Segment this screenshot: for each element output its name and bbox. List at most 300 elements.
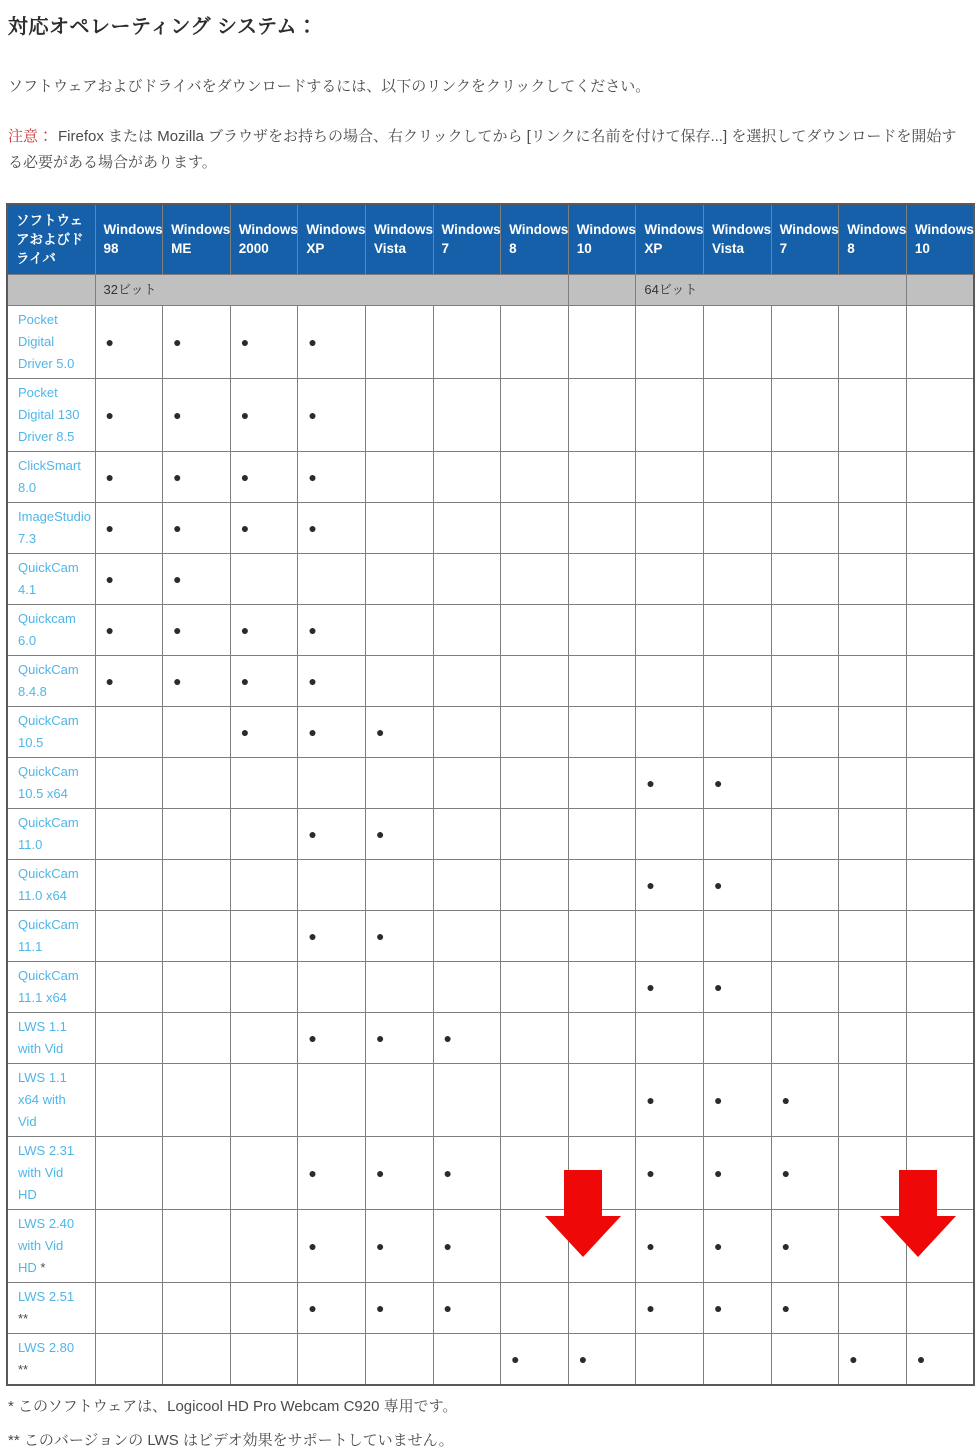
software-name-cell <box>7 655 95 706</box>
empty-support-cell <box>839 910 907 961</box>
table-row <box>7 910 974 961</box>
support-dot-cell: ● <box>365 1136 433 1209</box>
support-dot-cell: ● <box>95 378 163 451</box>
software-link[interactable]: ImageStudio 7.3 <box>18 508 91 546</box>
empty-support-cell <box>163 961 231 1012</box>
support-dot-cell: ● <box>298 1209 366 1282</box>
empty-support-cell <box>433 757 501 808</box>
empty-support-cell <box>771 1012 839 1063</box>
empty-support-cell <box>501 1136 569 1209</box>
empty-support-cell <box>230 1012 298 1063</box>
support-dot-cell: ● <box>163 305 231 378</box>
software-name-cell <box>7 757 95 808</box>
empty-support-cell <box>839 604 907 655</box>
empty-support-cell <box>839 1012 907 1063</box>
empty-support-cell <box>703 378 771 451</box>
empty-support-cell <box>433 1333 501 1385</box>
empty-support-cell <box>906 706 974 757</box>
support-dot-cell: ● <box>298 1136 366 1209</box>
support-dot-cell: ● <box>703 1136 771 1209</box>
support-dot-cell: ● <box>568 1333 636 1385</box>
empty-support-cell <box>95 1063 163 1136</box>
empty-support-cell <box>636 910 704 961</box>
empty-support-cell <box>95 1136 163 1209</box>
software-name-cell <box>7 604 95 655</box>
empty-support-cell <box>163 757 231 808</box>
table-row <box>7 1282 974 1333</box>
support-dot-cell: ● <box>703 961 771 1012</box>
footnote-1: * このソフトウェアは、Logicool HD Pro Webcam C920 専用です。 <box>8 1397 458 1415</box>
empty-support-cell <box>703 910 771 961</box>
empty-support-cell <box>230 1063 298 1136</box>
software-name-cell <box>7 1333 95 1385</box>
empty-support-cell <box>771 378 839 451</box>
support-dot-cell: ● <box>771 1063 839 1136</box>
software-link[interactable]: LWS 1.1 x64 with Vid <box>18 1069 67 1129</box>
software-name-cell <box>7 859 95 910</box>
support-dot-cell: ● <box>365 706 433 757</box>
empty-support-cell <box>365 961 433 1012</box>
col-header-8: Windows 10 <box>568 204 636 275</box>
col-header-13: Windows 10 <box>906 204 974 275</box>
empty-support-cell <box>568 305 636 378</box>
software-link[interactable]: Quickcam 6.0 <box>18 610 76 648</box>
support-dot-cell: ● <box>230 305 298 378</box>
empty-support-cell <box>365 655 433 706</box>
empty-support-cell <box>568 451 636 502</box>
support-dot-cell: ● <box>298 910 366 961</box>
empty-support-cell <box>703 706 771 757</box>
support-dot-cell: ● <box>433 1209 501 1282</box>
empty-support-cell <box>839 1063 907 1136</box>
support-dot-cell: ● <box>230 378 298 451</box>
support-dot-cell: ● <box>703 757 771 808</box>
col-header-11: Windows 7 <box>771 204 839 275</box>
support-dot-cell: ● <box>95 604 163 655</box>
empty-support-cell <box>365 1063 433 1136</box>
empty-support-cell <box>568 1012 636 1063</box>
footnote-marker-suffix: ** <box>18 1361 29 1377</box>
software-name-cell <box>7 1282 95 1333</box>
support-dot-cell: ● <box>636 1209 704 1282</box>
empty-support-cell <box>433 451 501 502</box>
empty-support-cell <box>703 1012 771 1063</box>
empty-support-cell <box>568 378 636 451</box>
empty-support-cell <box>703 305 771 378</box>
empty-support-cell <box>230 910 298 961</box>
arch-empty-win10-64bit <box>906 274 974 305</box>
empty-support-cell <box>501 1209 569 1282</box>
page-title: 対応オペレーティング システム： <box>8 16 318 38</box>
empty-support-cell <box>365 1333 433 1385</box>
empty-support-cell <box>906 378 974 451</box>
empty-support-cell <box>163 1136 231 1209</box>
empty-support-cell <box>906 502 974 553</box>
support-dot-cell: ● <box>636 1136 704 1209</box>
empty-support-cell <box>906 1136 974 1209</box>
empty-support-cell <box>298 961 366 1012</box>
empty-support-cell <box>365 604 433 655</box>
empty-support-cell <box>163 859 231 910</box>
empty-support-cell <box>839 757 907 808</box>
empty-support-cell <box>95 1282 163 1333</box>
intro-text: ソフトウェアおよびドライバをダウンロードするには、以下のリンクをクリックしてください。 <box>8 78 651 95</box>
table-row <box>7 1136 974 1209</box>
support-dot-cell: ● <box>365 1012 433 1063</box>
os-header-row <box>7 204 974 275</box>
empty-support-cell <box>906 808 974 859</box>
empty-support-cell <box>163 706 231 757</box>
corner-header: ソフトウェアおよびドライバ <box>7 204 95 275</box>
col-header-4: Windows XP <box>298 204 366 275</box>
architecture-row <box>7 274 974 305</box>
software-link[interactable]: LWS 2.40 with Vid HD <box>18 1215 75 1275</box>
empty-support-cell <box>636 706 704 757</box>
empty-support-cell <box>839 553 907 604</box>
empty-support-cell <box>501 1063 569 1136</box>
empty-support-cell <box>298 757 366 808</box>
empty-support-cell <box>771 706 839 757</box>
empty-support-cell <box>703 655 771 706</box>
col-header-12: Windows 8 <box>839 204 907 275</box>
empty-support-cell <box>230 859 298 910</box>
empty-support-cell <box>95 808 163 859</box>
empty-support-cell <box>636 553 704 604</box>
software-link[interactable]: LWS 1.1 with Vid <box>18 1018 67 1056</box>
software-name-cell <box>7 1209 95 1282</box>
empty-support-cell <box>839 1136 907 1209</box>
support-dot-cell: ● <box>501 1333 569 1385</box>
compatibility-table-wrapper <box>6 203 975 1386</box>
table-row <box>7 655 974 706</box>
empty-support-cell <box>501 859 569 910</box>
table-row <box>7 1333 974 1385</box>
table-row <box>7 451 974 502</box>
support-dot-cell: ● <box>298 1012 366 1063</box>
support-dot-cell: ● <box>771 1282 839 1333</box>
empty-support-cell <box>636 502 704 553</box>
support-dot-cell: ● <box>771 1209 839 1282</box>
col-header-1: Windows 98 <box>95 204 163 275</box>
note-body: Firefox または Mozilla ブラウザをお持ちの場合、右クリックしてから [リンクに名前を付けて保存...] を選択してダウンロードを開始する必要がある場合があります。 <box>8 128 957 172</box>
software-link[interactable]: ClickSmart 8.0 <box>18 457 81 495</box>
empty-support-cell <box>771 502 839 553</box>
empty-support-cell <box>433 961 501 1012</box>
empty-support-cell <box>433 655 501 706</box>
table-row <box>7 1063 974 1136</box>
empty-support-cell <box>771 553 839 604</box>
col-header-3: Windows 2000 <box>230 204 298 275</box>
empty-support-cell <box>433 604 501 655</box>
table-row <box>7 305 974 378</box>
empty-support-cell <box>501 1282 569 1333</box>
empty-support-cell <box>163 1063 231 1136</box>
support-dot-cell: ● <box>163 451 231 502</box>
empty-support-cell <box>636 451 704 502</box>
support-dot-cell: ● <box>298 378 366 451</box>
empty-support-cell <box>365 305 433 378</box>
table-row <box>7 502 974 553</box>
empty-support-cell <box>230 1136 298 1209</box>
empty-support-cell <box>298 1333 366 1385</box>
support-dot-cell: ● <box>298 655 366 706</box>
empty-support-cell <box>230 1333 298 1385</box>
empty-support-cell <box>839 706 907 757</box>
empty-support-cell <box>95 961 163 1012</box>
software-name-cell <box>7 451 95 502</box>
empty-support-cell <box>95 910 163 961</box>
software-link[interactable]: QuickCam 11.0 x64 <box>18 865 79 903</box>
empty-support-cell <box>95 859 163 910</box>
software-name-cell <box>7 706 95 757</box>
empty-support-cell <box>839 451 907 502</box>
col-header-6: Windows 7 <box>433 204 501 275</box>
software-link[interactable]: LWS 2.80 <box>18 1339 75 1355</box>
empty-support-cell <box>230 808 298 859</box>
empty-support-cell <box>501 604 569 655</box>
software-link[interactable]: LWS 2.31 with Vid HD <box>18 1142 75 1202</box>
table-row <box>7 961 974 1012</box>
support-dot-cell: ● <box>636 757 704 808</box>
empty-support-cell <box>906 910 974 961</box>
empty-support-cell <box>433 305 501 378</box>
support-dot-cell: ● <box>365 808 433 859</box>
software-link[interactable]: QuickCam 10.5 x64 <box>18 763 79 801</box>
table-row <box>7 378 974 451</box>
support-dot-cell: ● <box>298 1282 366 1333</box>
software-name-cell <box>7 961 95 1012</box>
table-row <box>7 859 974 910</box>
support-dot-cell: ● <box>703 1282 771 1333</box>
footnote-2: ** このバージョンの LWS はビデオ効果をサポートしていません。 <box>8 1431 454 1449</box>
table-row <box>7 553 974 604</box>
footnote-marker-suffix: * <box>40 1259 46 1275</box>
empty-support-cell <box>501 502 569 553</box>
empty-support-cell <box>501 757 569 808</box>
empty-support-cell <box>95 1333 163 1385</box>
empty-support-cell <box>771 757 839 808</box>
support-dot-cell: ● <box>703 1209 771 1282</box>
empty-support-cell <box>365 378 433 451</box>
empty-support-cell <box>95 1012 163 1063</box>
empty-support-cell <box>636 305 704 378</box>
empty-support-cell <box>163 808 231 859</box>
table-body <box>7 305 974 1385</box>
table-row <box>7 604 974 655</box>
empty-support-cell <box>839 655 907 706</box>
empty-support-cell <box>636 655 704 706</box>
support-dot-cell: ● <box>636 1063 704 1136</box>
empty-support-cell <box>703 451 771 502</box>
empty-support-cell <box>298 553 366 604</box>
software-link[interactable]: QuickCam 11.1 x64 <box>18 967 79 1005</box>
empty-support-cell <box>501 378 569 451</box>
support-dot-cell: ● <box>95 553 163 604</box>
support-dot-cell: ● <box>636 859 704 910</box>
empty-support-cell <box>568 706 636 757</box>
empty-support-cell <box>230 757 298 808</box>
empty-support-cell <box>839 859 907 910</box>
empty-support-cell <box>95 1209 163 1282</box>
support-dot-cell: ● <box>365 1282 433 1333</box>
empty-support-cell <box>433 553 501 604</box>
support-dot-cell: ● <box>230 604 298 655</box>
empty-support-cell <box>501 910 569 961</box>
support-dot-cell: ● <box>230 655 298 706</box>
software-link[interactable]: QuickCam 4.1 <box>18 559 79 597</box>
empty-support-cell <box>906 1282 974 1333</box>
empty-support-cell <box>365 451 433 502</box>
col-header-10: Windows Vista <box>703 204 771 275</box>
support-dot-cell: ● <box>636 961 704 1012</box>
table-row <box>7 1012 974 1063</box>
support-dot-cell: ● <box>365 910 433 961</box>
software-name-cell <box>7 305 95 378</box>
software-name-cell <box>7 910 95 961</box>
empty-support-cell <box>163 1209 231 1282</box>
empty-support-cell <box>839 1209 907 1282</box>
table-head <box>7 204 974 306</box>
support-dot-cell: ● <box>230 502 298 553</box>
support-dot-cell: ● <box>95 655 163 706</box>
empty-support-cell <box>771 961 839 1012</box>
col-header-2: Windows ME <box>163 204 231 275</box>
support-dot-cell: ● <box>95 502 163 553</box>
empty-support-cell <box>230 1209 298 1282</box>
empty-support-cell <box>163 910 231 961</box>
support-dot-cell: ● <box>298 706 366 757</box>
software-name-cell <box>7 1063 95 1136</box>
support-dot-cell: ● <box>230 451 298 502</box>
empty-support-cell <box>501 553 569 604</box>
software-link[interactable]: QuickCam 11.0 <box>18 814 79 852</box>
empty-support-cell <box>163 1282 231 1333</box>
empty-support-cell <box>636 1333 704 1385</box>
empty-support-cell <box>703 1333 771 1385</box>
support-dot-cell: ● <box>298 305 366 378</box>
empty-support-cell <box>501 808 569 859</box>
software-link[interactable]: Pocket Digital 130 Driver 8.5 <box>18 384 80 444</box>
empty-support-cell <box>906 553 974 604</box>
empty-support-cell <box>839 305 907 378</box>
empty-support-cell <box>703 553 771 604</box>
empty-support-cell <box>906 655 974 706</box>
empty-support-cell <box>906 451 974 502</box>
support-dot-cell: ● <box>636 1282 704 1333</box>
empty-support-cell <box>298 1063 366 1136</box>
empty-support-cell <box>703 808 771 859</box>
empty-support-cell <box>95 757 163 808</box>
support-dot-cell: ● <box>163 502 231 553</box>
empty-support-cell <box>501 961 569 1012</box>
empty-support-cell <box>839 502 907 553</box>
empty-support-cell <box>433 378 501 451</box>
empty-support-cell <box>298 859 366 910</box>
footnote-marker-suffix: ** <box>18 1310 29 1326</box>
empty-support-cell <box>636 1012 704 1063</box>
compatibility-table <box>6 203 975 1386</box>
empty-support-cell <box>230 1282 298 1333</box>
table-row <box>7 757 974 808</box>
empty-support-cell <box>568 655 636 706</box>
software-link[interactable]: QuickCam 10.5 <box>18 712 79 750</box>
software-name-cell <box>7 1136 95 1209</box>
empty-support-cell <box>501 655 569 706</box>
arch-label-32bit: 32ビット <box>95 274 568 305</box>
empty-support-cell <box>365 553 433 604</box>
empty-support-cell <box>365 757 433 808</box>
empty-support-cell <box>433 502 501 553</box>
support-dot-cell: ● <box>839 1333 907 1385</box>
software-link[interactable]: Pocket Digital Driver 5.0 <box>18 311 75 371</box>
empty-support-cell <box>839 1282 907 1333</box>
empty-support-cell <box>568 1136 636 1209</box>
arch-empty-corner <box>7 274 95 305</box>
empty-support-cell <box>906 1063 974 1136</box>
col-header-7: Windows 8 <box>501 204 569 275</box>
support-dot-cell: ● <box>433 1282 501 1333</box>
empty-support-cell <box>163 1012 231 1063</box>
empty-support-cell <box>568 961 636 1012</box>
empty-support-cell <box>906 305 974 378</box>
empty-support-cell <box>365 502 433 553</box>
col-header-9: Windows XP <box>636 204 704 275</box>
empty-support-cell <box>568 604 636 655</box>
table-row <box>7 808 974 859</box>
software-link[interactable]: QuickCam 8.4.8 <box>18 661 79 699</box>
software-name-cell <box>7 502 95 553</box>
empty-support-cell <box>433 859 501 910</box>
empty-support-cell <box>433 1063 501 1136</box>
empty-support-cell <box>771 305 839 378</box>
empty-support-cell <box>230 961 298 1012</box>
empty-support-cell <box>703 502 771 553</box>
software-link[interactable]: LWS 2.51 <box>18 1288 75 1304</box>
col-header-5: Windows Vista <box>365 204 433 275</box>
empty-support-cell <box>433 706 501 757</box>
empty-support-cell <box>501 706 569 757</box>
software-link[interactable]: QuickCam 11.1 <box>18 916 79 954</box>
empty-support-cell <box>95 706 163 757</box>
support-dot-cell: ● <box>298 502 366 553</box>
support-dot-cell: ● <box>230 706 298 757</box>
empty-support-cell <box>230 553 298 604</box>
software-name-cell <box>7 378 95 451</box>
empty-support-cell <box>906 1012 974 1063</box>
software-name-cell <box>7 808 95 859</box>
support-dot-cell: ● <box>298 604 366 655</box>
note-label: 注意： <box>8 128 54 145</box>
support-dot-cell: ● <box>163 655 231 706</box>
support-dot-cell: ● <box>906 1333 974 1385</box>
support-dot-cell: ● <box>703 1063 771 1136</box>
empty-support-cell <box>568 757 636 808</box>
empty-support-cell <box>771 655 839 706</box>
empty-support-cell <box>501 1012 569 1063</box>
empty-support-cell <box>771 910 839 961</box>
support-dot-cell: ● <box>365 1209 433 1282</box>
empty-support-cell <box>568 553 636 604</box>
empty-support-cell <box>839 961 907 1012</box>
support-dot-cell: ● <box>433 1012 501 1063</box>
empty-support-cell <box>568 1209 636 1282</box>
support-dot-cell: ● <box>298 808 366 859</box>
support-dot-cell: ● <box>163 378 231 451</box>
empty-support-cell <box>771 1333 839 1385</box>
support-dot-cell: ● <box>95 451 163 502</box>
empty-support-cell <box>433 910 501 961</box>
empty-support-cell <box>771 451 839 502</box>
